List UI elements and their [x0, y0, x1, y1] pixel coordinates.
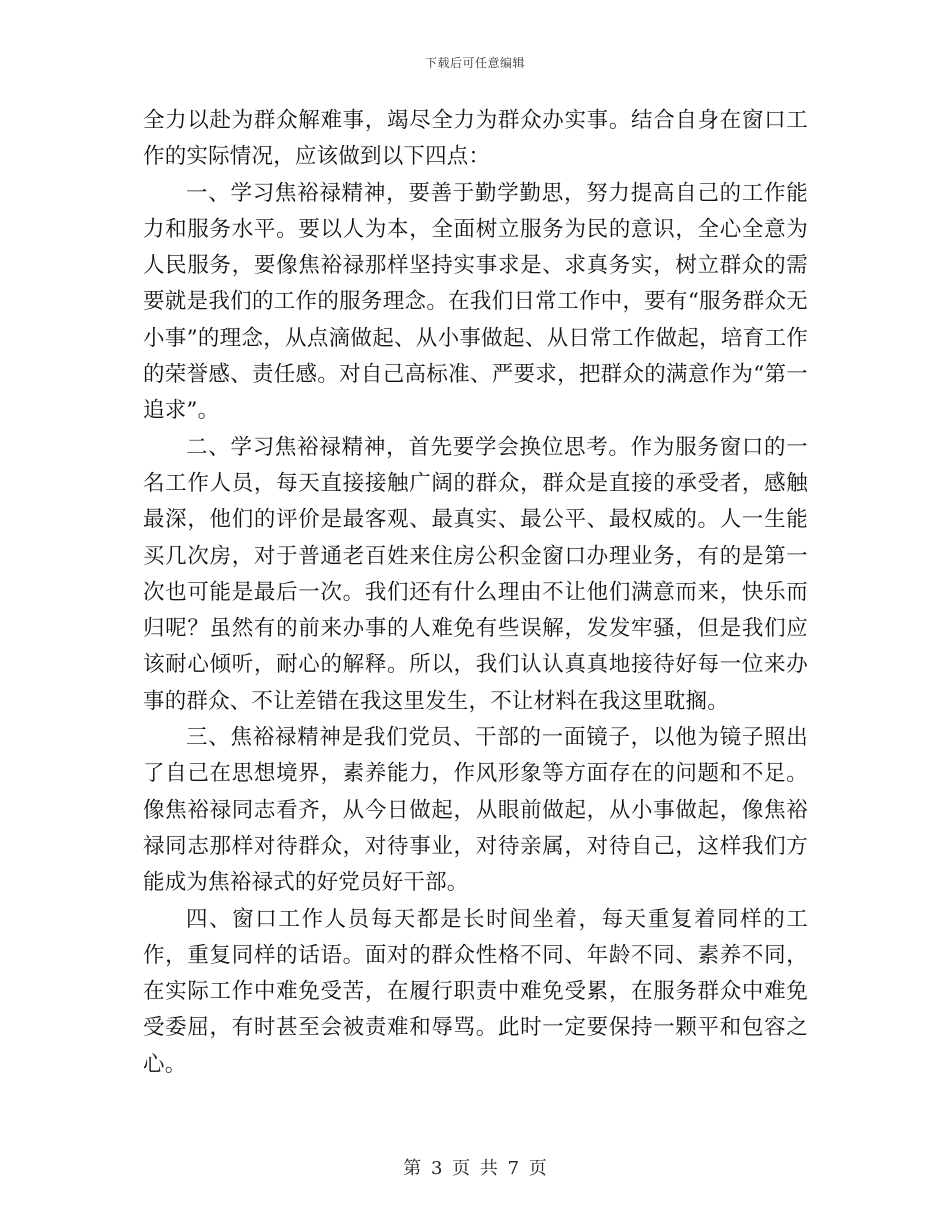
paragraph-point-4: 四、窗口工作人员每天都是长时间坐着，每天重复着同样的工作，重复同样的话语。面对的群众性格不同、年龄不同、素养不同，在实际工作中难免受苦，在履行职责中难免受累，在服务群众中难免受委屈，有时甚至会被责难和辱骂。此时一定要保持一颗平和包容之心。	[143, 906, 808, 1077]
page-number: 第 3 页 共 7 页	[403, 1158, 547, 1179]
paragraph-point-1: 一、学习焦裕禄精神，要善于勤学勤思，努力提高自己的工作能力和服务水平。要以人为本，全面树立服务为民的意识，全心全意为人民服务，要像焦裕禄那样坚持实事求是、求真务实，树立群众的需要就是我们的工作的服务理念。在我们日常工作中，要有“服务群众无小事”的理念，从点滴做起、从小事做起、从日常工作做起，培育工作的荣誉感、责任感。对自己高标准、严要求，把群众的满意作为“第一追求”。	[143, 180, 808, 424]
document-body	[143, 103, 808, 1083]
paragraph-point-2: 二、学习焦裕禄精神，首先要学会换位思考。作为服务窗口的一名工作人员，每天直接接触广阔的群众，群众是直接的承受者，感触最深，他们的评价是最客观、最真实、最公平、最权威的。人一生能买几次房，对于普通老百姓来住房公积金窗口办理业务，有的是第一次也可能是最后一次。我们还有什么理由不让他们满意而来，快乐而归呢？虽然有的前来办事的人难免有些误解，发发牢骚，但是我们应该耐心倾听，耐心的解释。所以，我们认认真真地接待好每一位来办事的群众、不让差错在我这里发生，不让材料在我这里耽搁。	[143, 434, 808, 714]
paragraph-intro: 全力以赴为群众解难事，竭尽全力为群众办实事。结合自身在窗口工作的实际情况，应该做到以下四点：	[143, 108, 808, 170]
paragraph-point-3: 三、焦裕禄精神是我们党员、干部的一面镜子，以他为镜子照出了自己在思想境界，素养能力，作风形象等方面存在的问题和不足。像焦裕禄同志看齐，从今日做起，从眼前做起，从小事做起，像焦裕禄同志那样对待群众，对待事业，对待亲属，对待自己，这样我们方能成为焦裕禄式的好党员好干部。	[143, 725, 808, 896]
header-note: 下载后可任意编辑	[424, 56, 525, 70]
